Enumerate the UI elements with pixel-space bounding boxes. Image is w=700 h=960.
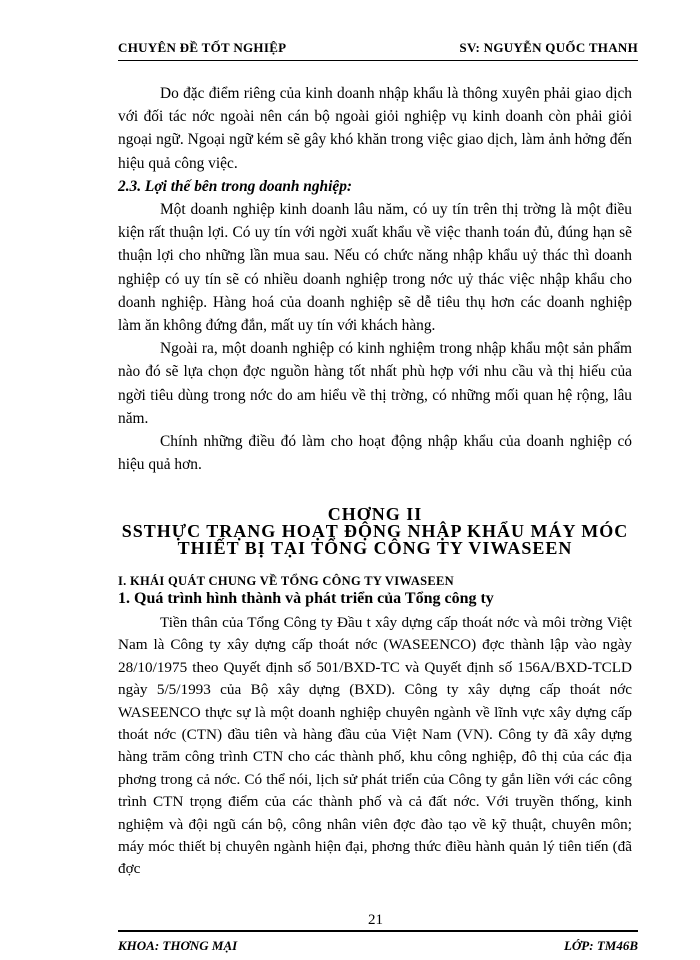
footer-faculty: KHOA: THƠNG MẠI bbox=[118, 938, 238, 953]
section-obstacles bbox=[118, 82, 632, 476]
paragraph: Chính những điều đó làm cho hoạt động nhập khẩu của doanh nghiệp có hiệu quả hơn. bbox=[118, 433, 632, 474]
page-number: 21 bbox=[368, 912, 383, 928]
paragraph: Tiền thân của Tổng Công ty Đầu t xây dựng cấp thoát nớc và môi trờng Việt Nam là Công ty xây dựng cấp thoát nớc (WASEENCO) đợc thành lập vào ngày 28/10/1975 theo Quyết định số 501/BXD-TC và Quyết định số 156A/BXD-TCLD ngày 5/5/1993 của Bộ xây dựng (BXD). Công ty xây dựng cấp thoát nớc WASEENCO thực sự là một doanh nghiệp chuyên ngành về lĩnh vực xây dựng cấp thoát nớc (CTN) đầu tiên và hàng đầu của Việt Nam (VN). Công ty đã xây dựng hàng trăm công trình CTN cho các thành phố, khu công nghiệp, đô thị của các địa phơng trong cả nớc. Có thể nói, lịch sử phát triển của Công ty gắn liền với các công trình CTN trọng điểm của các thành phố và cả đất nớc. Với truyền thống, kinh nghiệm và đội ngũ cán bộ, công nhân viên đợc đào tạo về kỹ thuật, chuyên môn; máy móc thiết bị chuyên ngành hiện đại, phơng thức điều hành quản lý tiên tiến (đã đợc bbox=[118, 614, 632, 878]
subheading-2-3: 2.3. Lợi thế bên trong doanh nghiệp: bbox=[118, 177, 353, 195]
footer-class: LỚP: TM46B bbox=[563, 938, 638, 953]
chapter-title-line2: THIẾT BỊ TẠI TỔNG CÔNG TY VIWASEEN bbox=[177, 538, 573, 558]
header-left-title: CHUYÊN ĐỀ TỐT NGHIỆP bbox=[118, 40, 287, 55]
page-footer bbox=[118, 912, 638, 954]
paragraph: Ngoài ra, một doanh nghiệp có kinh nghiệm trong nhập khẩu một sản phẩm nào đó sẽ lựa chọn đợc nguồn hàng tốt nhất phù hợp với nhu cầu và thị hiếu của ngời tiêu dùng trong nớc do am hiểu về thị trờng, có những mối quan hệ rộng, lâu năm. bbox=[118, 340, 632, 427]
header-right-student: SV: NGUYỄN QUỐC THANH bbox=[459, 40, 638, 55]
paragraph: Một doanh nghiệp kinh doanh lâu năm, có uy tín trên thị trờng là một điều kiện rất thuận lợi. Có uy tín với ngời xuất khẩu về việc thanh toán đủ, đúng hạn sẽ thuận lợi cho những lần mua sau. Nếu có chức năng nhập khẩu uỷ thác thì doanh nghiệp có uy tín sẽ có nhiều doanh nghiệp trong nớc uỷ thác việc nhập khẩu cho doanh nghiệp. Hàng hoá của doanh nghiệp sẽ dễ tiêu thụ hơn các doanh nghiệp làm ăn không đứng đắn, mất uy tín với khách hàng. bbox=[118, 201, 632, 335]
chapter-heading bbox=[118, 506, 632, 557]
section-heading-roman: I. KHÁI QUÁT CHUNG VỀ TỔNG CÔNG TY VIWASEEN bbox=[118, 574, 455, 588]
page-header bbox=[118, 40, 638, 61]
chapter-title-line1: SSTHỰC TRẠNG HOẠT ĐỘNG NHẬP KHẨU MÁY MÓC bbox=[121, 521, 629, 541]
paragraph: Do đặc điểm riêng của kinh doanh nhập khẩu là thông xuyên phải giao dịch với đối tác nớc ngoài nên cán bộ ngoài giỏi nghiệp vụ kinh doanh còn phải giỏi ngoại ngữ. Ngoại ngữ kém sẽ gây khó khăn trong việc giao dịch, làm ảnh hởng đến hiệu quả công việc. bbox=[118, 85, 632, 172]
section-heading-1: 1. Quá trình hình thành và phát triển của Tổng công ty bbox=[118, 590, 494, 607]
chapter-label: CHƠNG II bbox=[327, 504, 423, 524]
section-history bbox=[118, 612, 632, 881]
